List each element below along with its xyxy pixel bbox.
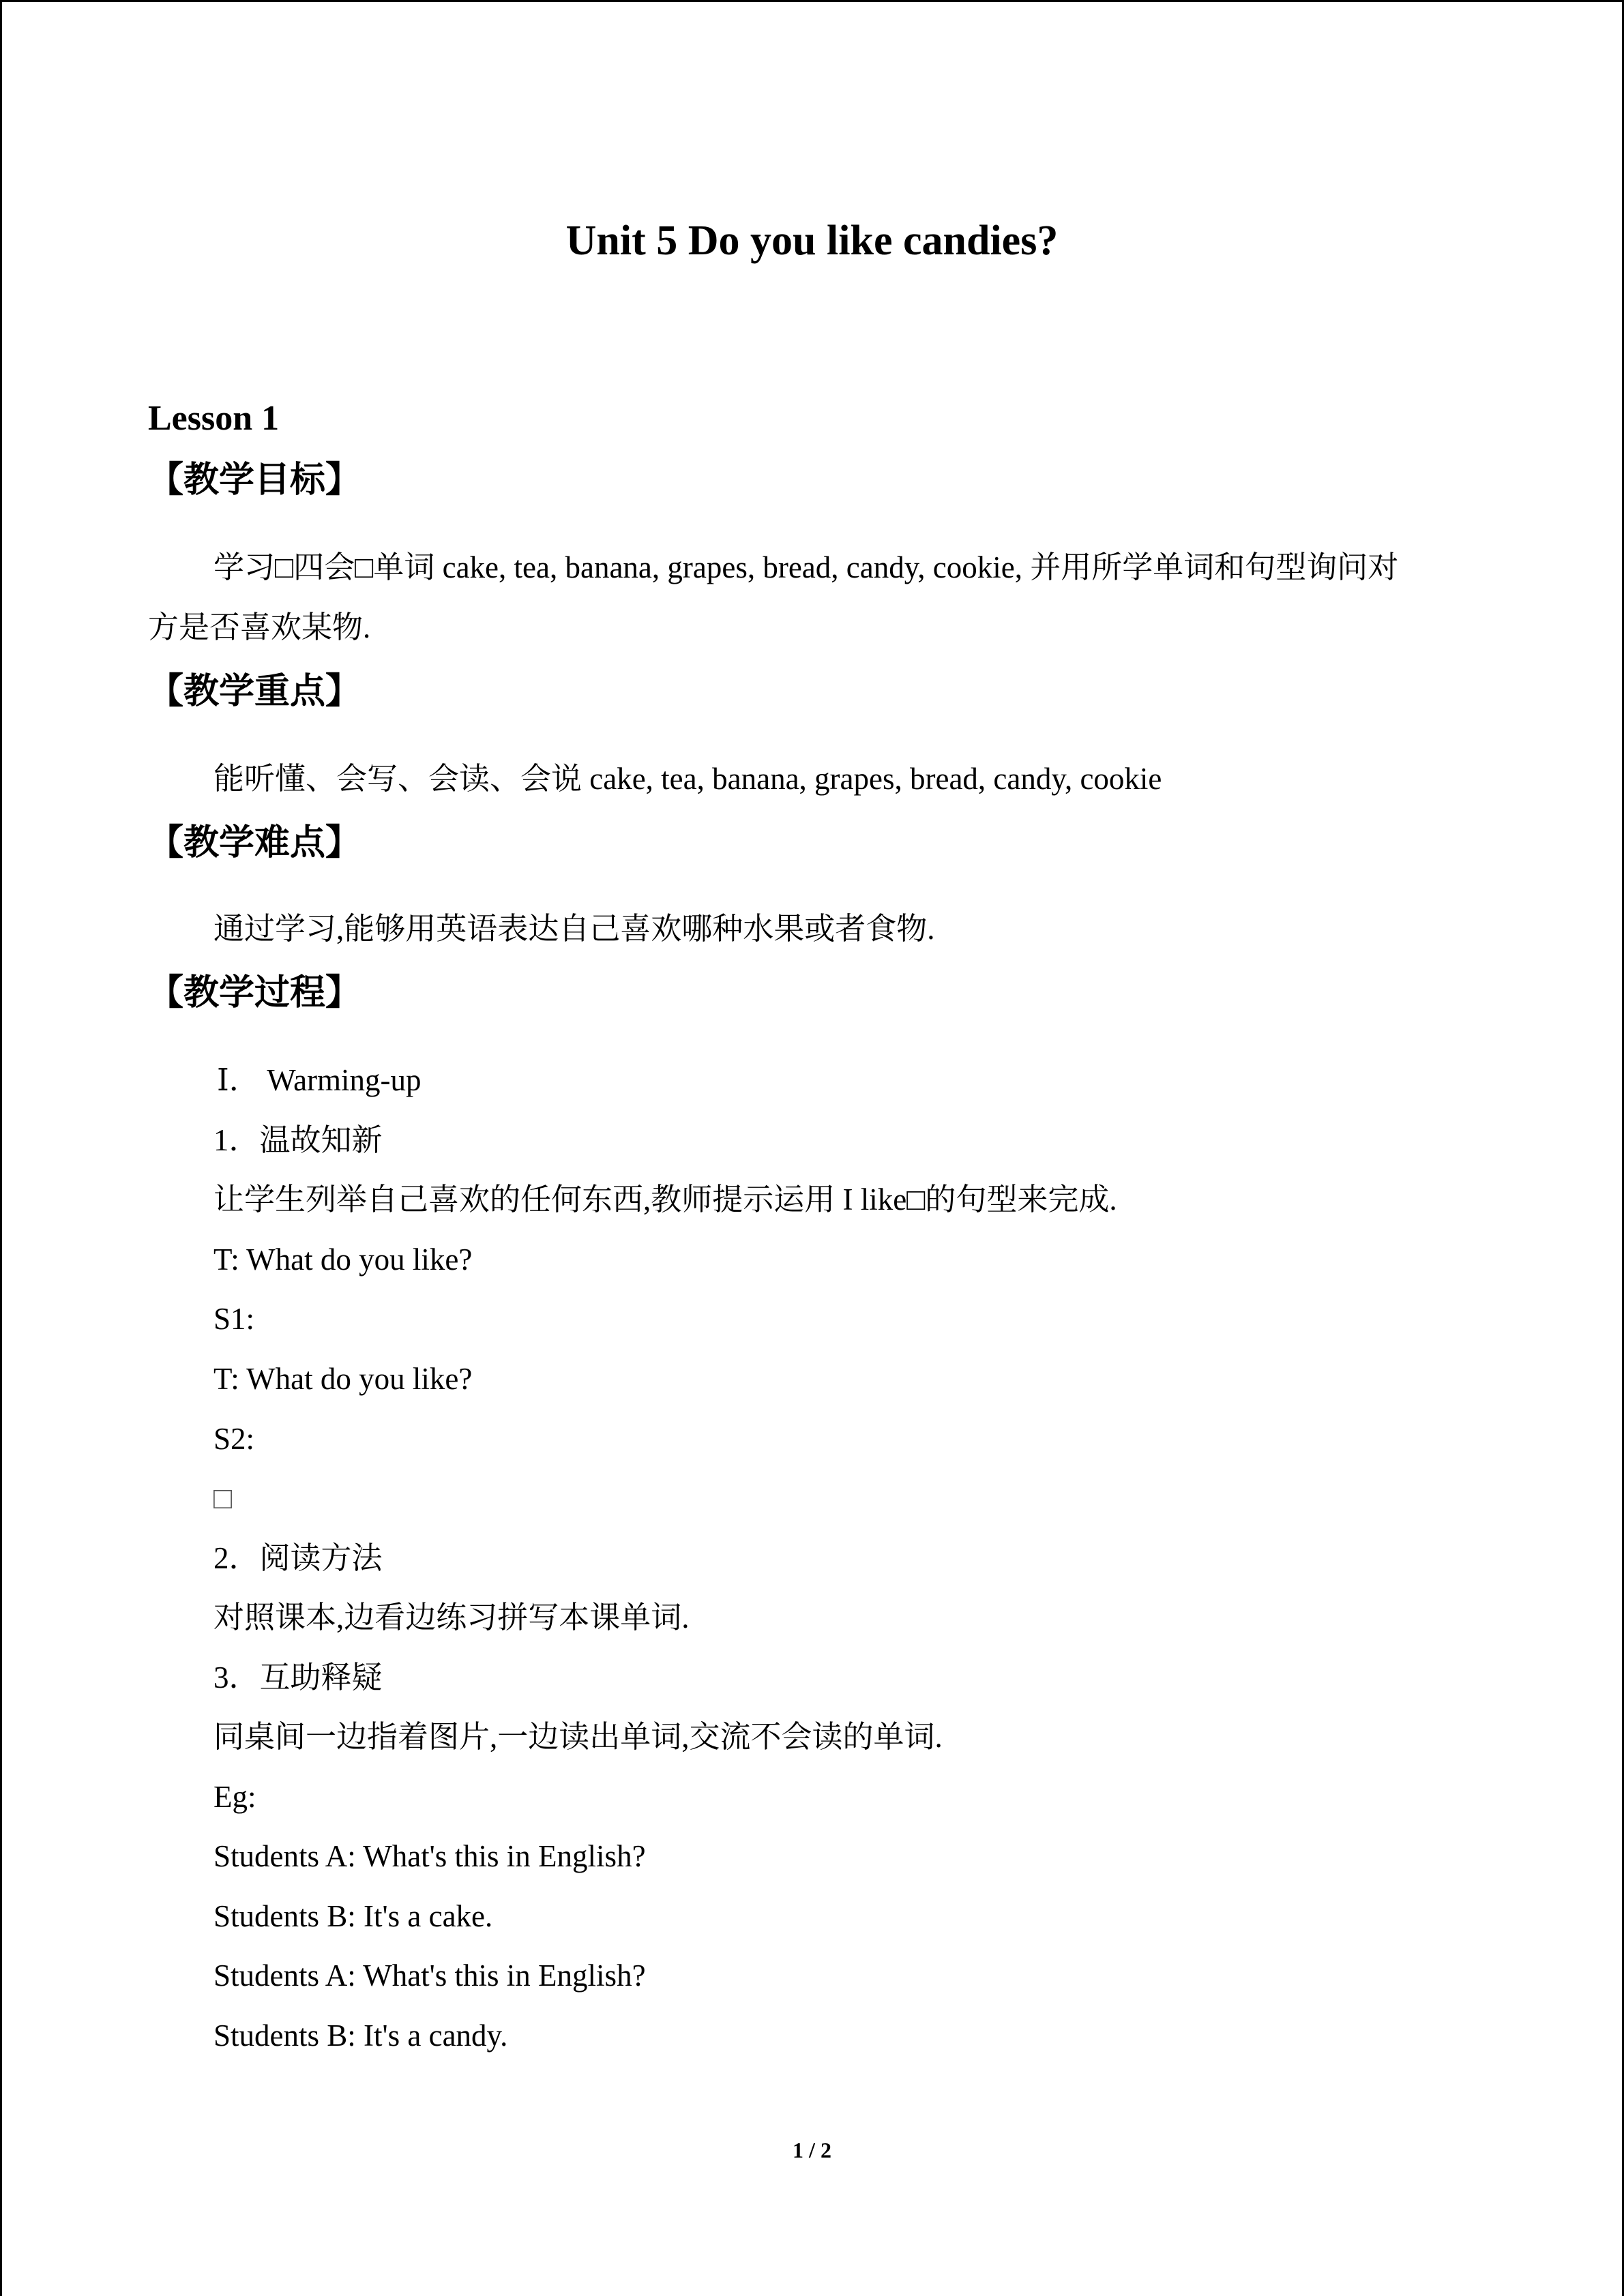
process-heading: 【教学过程】 — [148, 972, 361, 1013]
process-line: Eg: — [213, 1780, 256, 1814]
objectives-line-1: 学习□四会□单词 cake, tea, banana, grapes, bread, candy, cookie, 并用所学单词和句型询问对 — [213, 550, 1399, 584]
objectives-heading: 【教学目标】 — [148, 460, 361, 501]
difficulties-text: 通过学习,能够用英语表达自己喜欢哪种水果或者食物. — [213, 912, 935, 946]
page-border-top — [0, 0, 1624, 2]
process-line: Students B: It's a candy. — [213, 2018, 508, 2053]
process-line: T: What do you like? — [213, 1242, 473, 1277]
process-line: □ — [213, 1481, 233, 1515]
lesson-heading: Lesson 1 — [148, 399, 280, 438]
process-line: Students A: What's this in English? — [213, 1958, 646, 1993]
process-line: T: What do you like? — [213, 1362, 473, 1396]
document-title: Unit 5 Do you like candies? — [565, 218, 1059, 264]
key-points-heading: 【教学重点】 — [148, 671, 361, 712]
process-line: S2: — [213, 1422, 255, 1456]
process-line: 1．温故知新 — [213, 1123, 383, 1157]
key-points-text: 能听懂、会写、会读、会说 cake, tea, banana, grapes, bread, candy, cookie — [213, 762, 1162, 796]
process-line: 对照课本,边看边练习拼写本课单词. — [213, 1600, 690, 1635]
process-line: Ⅰ． Warming-up — [217, 1063, 422, 1097]
process-line: 3．互助释疑 — [213, 1660, 383, 1695]
process-line: S1: — [213, 1302, 255, 1336]
difficulties-heading: 【教学难点】 — [148, 822, 361, 863]
process-line: Students B: It's a cake. — [213, 1899, 493, 1933]
page-number: 1 / 2 — [793, 2138, 831, 2162]
page-border-left — [0, 0, 2, 2296]
process-line: Students A: What's this in English? — [213, 1839, 646, 1873]
process-line: 同桌间一边指着图片,一边读出单词,交流不会读的单词. — [213, 1720, 943, 1754]
process-line: 2．阅读方法 — [213, 1541, 383, 1575]
process-line: 让学生列举自己喜欢的任何东西,教师提示运用 I like□的句型来完成. — [213, 1182, 1117, 1217]
objectives-line-2: 方是否喜欢某物. — [148, 610, 371, 644]
